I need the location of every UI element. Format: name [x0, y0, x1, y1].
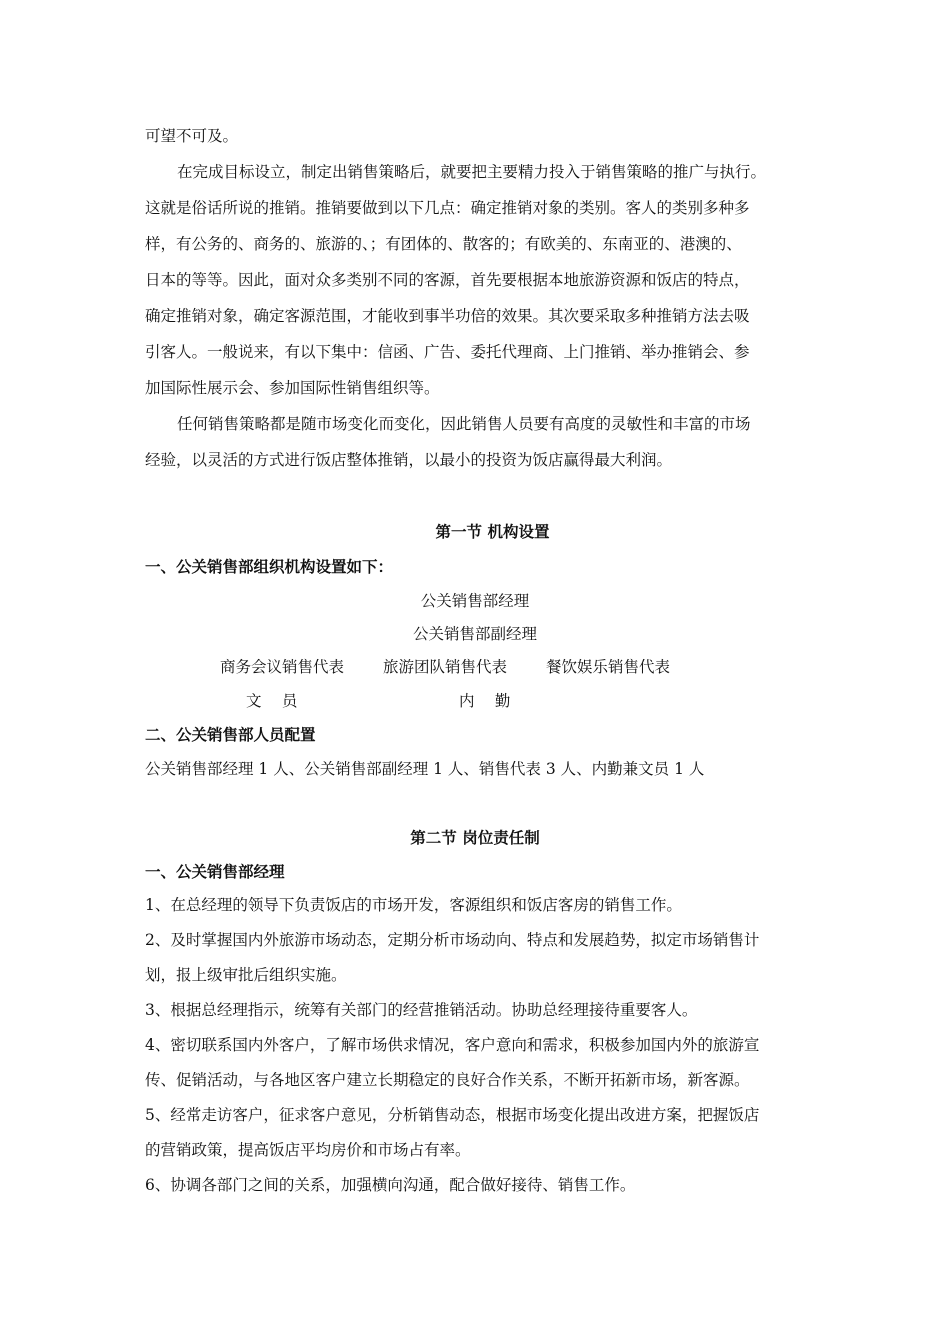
duty-item: 4、密切联系国内外客户，了解市场供求情况，客户意向和需求，积极参加国内外的旅游宣	[145, 1036, 760, 1054]
intro-line: 加国际性展示会、参加国际性销售组织等。	[145, 379, 440, 397]
intro-line: 这就是俗话所说的推销。推销要做到以下几点：确定推销对象的类别。客人的类别多种多	[145, 199, 750, 217]
duty-item: 5、经常走访客户，征求客户意见，分析销售动态，根据市场变化提出改进方案，把握饭店	[145, 1106, 760, 1124]
duty-item: 3、根据总经理指示，统筹有关部门的经营推销活动。协助总经理接待重要客人。	[145, 1001, 698, 1019]
org-clerk: 文 员	[246, 692, 298, 710]
org-rep-business: 商务会议销售代表	[220, 658, 345, 676]
org-deputy: 公关销售部副经理	[412, 625, 537, 643]
org-rep-catering: 餐饮娱乐销售代表	[546, 658, 671, 676]
section2-heading1: 一、公关销售部经理	[145, 862, 285, 881]
intro-line: 确定推销对象，确定客源范围，才能收到事半功倍的效果。其次要采取多种推销方法去吸	[145, 307, 750, 325]
intro-line: 任何销售策略都是随市场变化而变化，因此销售人员要有高度的灵敏性和丰富的市场	[177, 415, 751, 433]
section2-title: 第二节 岗位责任制	[410, 828, 540, 847]
org-rep-tour: 旅游团队销售代表	[383, 658, 508, 676]
duty-item: 2、及时掌握国内外旅游市场动态，定期分析市场动向、特点和发展趋势，拟定市场销售计	[145, 931, 760, 949]
duty-item: 传、促销活动，与各地区客户建立长期稳定的良好合作关系，不断开拓新市场，新客源。	[145, 1071, 750, 1089]
section1-heading2: 二、公关销售部人员配置	[145, 725, 316, 744]
org-manager: 公关销售部经理	[420, 592, 530, 610]
intro-line: 可望不可及。	[145, 127, 239, 145]
section1-heading1: 一、公关销售部组织机构设置如下：	[145, 557, 394, 576]
intro-line: 经验，以灵活的方式进行饭店整体推销，以最小的投资为饭店赢得最大利润。	[145, 451, 673, 469]
intro-line: 在完成目标设立，制定出销售策略后，就要把主要精力投入于销售策略的推广与执行。	[177, 163, 767, 181]
duty-item: 的营销政策，提高饭店平均房价和市场占有率。	[145, 1141, 471, 1159]
section1-title: 第一节 机构设置	[435, 522, 550, 541]
staffing-text: 公关销售部经理 1 人、公关销售部副经理 1 人、销售代表 3 人、内勤兼文员 1 人	[145, 760, 705, 778]
duty-item: 划，报上级审批后组织实施。	[145, 966, 347, 984]
intro-line: 样，有公务的、商务的、旅游的、；有团体的、散客的；有欧美的、东南亚的、港澳的、	[145, 235, 742, 253]
org-internal: 内 勤	[459, 692, 511, 710]
intro-line: 日本的等等。因此，面对众多类别不同的客源，首先要根据本地旅游资源和饭店的特点，	[145, 271, 750, 289]
duty-item: 6、协调各部门之间的关系，加强横向沟通，配合做好接待、销售工作。	[145, 1176, 636, 1194]
duty-item: 1、在总经理的领导下负责饭店的市场开发，客源组织和饭店客房的销售工作。	[145, 896, 682, 914]
intro-line: 引客人。一般说来，有以下集中：信函、广告、委托代理商、上门推销、举办推销会、参	[145, 343, 750, 361]
